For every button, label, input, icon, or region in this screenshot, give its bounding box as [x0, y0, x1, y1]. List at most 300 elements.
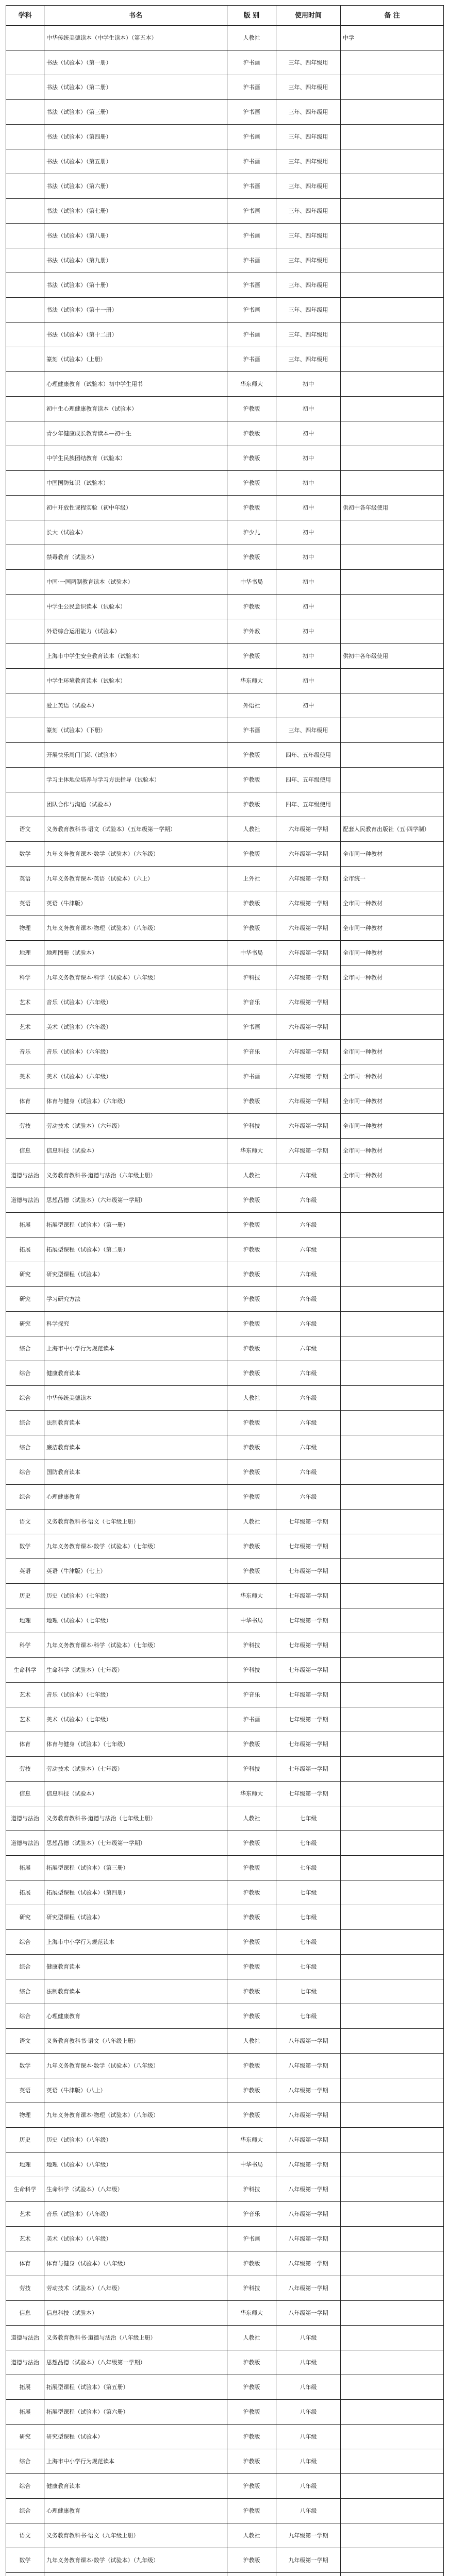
table-row	[6, 421, 444, 446]
cell-grade: 七年级第一学期	[276, 1584, 341, 1608]
cell-grade: 七年级	[276, 1979, 341, 2004]
cell-grade: 六年级第一学期	[276, 842, 341, 867]
cell-grade: 八年级第一学期	[276, 2202, 341, 2227]
cell-subject: 研究	[6, 1312, 44, 1336]
cell-grade: 九年级第一学期	[276, 2548, 341, 2573]
cell-note	[341, 768, 444, 792]
cell-title: 信息科技（试验本）	[44, 2301, 227, 2326]
table-row	[6, 446, 444, 471]
cell-title: 信息科技（试验本）	[44, 1782, 227, 1806]
table-row	[6, 1139, 444, 1163]
cell-title: 学习主体地位培养与学习方法指导（试验本）	[44, 768, 227, 792]
cell-title: 上海市中小学行为规范读本	[44, 2449, 227, 2474]
cell-title: 体育与健身（试验本）（七年级）	[44, 1732, 227, 1757]
cell-subject: 综合	[6, 2499, 44, 2523]
cell-grade: 初中	[276, 545, 341, 570]
cell-title: 音乐（试验本）（八年级）	[44, 2202, 227, 2227]
cell-publisher: 沪教版	[227, 1485, 276, 1510]
cell-title: 劳动技术（试验本）（七年级）	[44, 1757, 227, 1782]
cell-subject: 道德与法治	[6, 1806, 44, 1831]
cell-publisher: 沪书画	[227, 718, 276, 743]
cell-grade: 七年级第一学期	[276, 1608, 341, 1633]
cell-grade: 六年级第一学期	[276, 867, 341, 891]
cell-publisher: 华东师大	[227, 372, 276, 397]
cell-publisher: 沪教版	[227, 1361, 276, 1386]
cell-publisher: 沪教版	[227, 1262, 276, 1287]
cell-note	[341, 273, 444, 298]
cell-title: 书法（试验本）（第一册）	[44, 50, 227, 75]
cell-title: 研究型课程（试验本）	[44, 1262, 227, 1287]
cell-note	[341, 421, 444, 446]
table-row	[6, 1979, 444, 2004]
cell-publisher: 沪书画	[227, 1064, 276, 1089]
cell-grade: 七年级第一学期	[276, 1559, 341, 1584]
cell-note	[341, 1287, 444, 1312]
table-row	[6, 2301, 444, 2326]
cell-title: 义务教育教科书·道德与法治（八年级上册）	[44, 2326, 227, 2350]
table-row	[6, 174, 444, 199]
cell-grade: 七年级第一学期	[276, 1782, 341, 1806]
table-row	[6, 743, 444, 768]
cell-subject	[6, 50, 44, 75]
table-row	[6, 26, 444, 50]
cell-publisher: 沪外教	[227, 619, 276, 644]
cell-note	[341, 2326, 444, 2350]
cell-grade: 八年级	[276, 2350, 341, 2375]
cell-title: 中国·一国两制教育读本（试验本）	[44, 570, 227, 595]
cell-publisher	[227, 2573, 276, 2576]
cell-title: 书法（试验本）（第三册）	[44, 100, 227, 125]
cell-title: 思想品德（试验本）（七年级第一学期）	[44, 1831, 227, 1856]
table-row	[6, 50, 444, 75]
table-row	[6, 372, 444, 397]
cell-subject	[6, 125, 44, 149]
table-row	[6, 2103, 444, 2128]
cell-title: 音乐（试验本）（七年级）	[44, 1683, 227, 1707]
cell-publisher: 沪书画	[227, 248, 276, 273]
cell-note	[341, 1015, 444, 1040]
cell-subject	[6, 397, 44, 421]
table-row	[6, 347, 444, 372]
cell-title: 美术（试验本）（六年级）	[44, 1064, 227, 1089]
cell-note	[341, 75, 444, 100]
cell-grade: 七年级	[276, 1831, 341, 1856]
cell-note	[341, 1880, 444, 1905]
cell-grade: 七年级	[276, 1856, 341, 1880]
cell-subject: 道德与法治	[6, 2350, 44, 2375]
cell-publisher: 沪教版	[227, 2251, 276, 2276]
table-row	[6, 619, 444, 644]
cell-grade: 七年级	[276, 1955, 341, 1979]
cell-note: 中学	[341, 26, 444, 50]
cell-subject: 物理	[6, 2103, 44, 2128]
cell-title: 英语（牛津版）（七上）	[44, 1559, 227, 1584]
header-grade: 使用时间	[276, 6, 341, 26]
cell-subject	[6, 26, 44, 50]
cell-title: 篆刻（试验本）（下册）	[44, 718, 227, 743]
cell-note	[341, 1806, 444, 1831]
cell-subject	[6, 669, 44, 693]
cell-subject	[6, 298, 44, 323]
cell-title: 义务教育教科书·语文（八年级上册）	[44, 2029, 227, 2054]
cell-grade: 六年级	[276, 1411, 341, 1435]
cell-title: 开展快乐周门门练（试验本）	[44, 743, 227, 768]
table-row	[6, 75, 444, 100]
cell-note	[341, 1608, 444, 1633]
cell-grade: 八年级第一学期	[276, 2054, 341, 2078]
cell-note: 全市同一种教材	[341, 1040, 444, 1064]
cell-subject: 劳技	[6, 2276, 44, 2301]
cell-subject: 信息	[6, 2301, 44, 2326]
cell-note	[341, 1559, 444, 1584]
cell-publisher: 沪教版	[227, 1188, 276, 1213]
cell-note	[341, 50, 444, 75]
cell-title: 书法（试验本）（第九册）	[44, 248, 227, 273]
table-row	[6, 2177, 444, 2202]
cell-grade: 六年级第一学期	[276, 965, 341, 990]
table-row	[6, 1732, 444, 1757]
cell-grade: 初中	[276, 669, 341, 693]
cell-publisher: 沪科技	[227, 2276, 276, 2301]
table-row	[6, 1559, 444, 1584]
table-row	[6, 323, 444, 347]
cell-note	[341, 2153, 444, 2177]
cell-grade: 八年级第一学期	[276, 2153, 341, 2177]
cell-title: 爱上英语（试验本）	[44, 693, 227, 718]
cell-title: 拓展型课程（试验本）（第五册）	[44, 2375, 227, 2400]
cell-grade: 三年、四年级用	[276, 125, 341, 149]
cell-note	[341, 1510, 444, 1534]
cell-grade: 八年级第一学期	[276, 2276, 341, 2301]
cell-note	[341, 2449, 444, 2474]
cell-subject: 音乐	[6, 1040, 44, 1064]
cell-publisher: 中华书局	[227, 1608, 276, 1633]
cell-grade: 六年级第一学期	[276, 891, 341, 916]
cell-publisher: 人教社	[227, 2523, 276, 2548]
cell-subject: 数学	[6, 1534, 44, 1559]
cell-publisher: 沪教版	[227, 2474, 276, 2499]
cell-publisher: 沪书画	[227, 75, 276, 100]
cell-note	[341, 2573, 444, 2576]
cell-note	[341, 298, 444, 323]
table-row	[6, 1782, 444, 1806]
cell-subject	[6, 224, 44, 248]
cell-subject: 拓展	[6, 1238, 44, 1262]
cell-subject	[6, 792, 44, 817]
table-row	[6, 2227, 444, 2251]
table-row	[6, 2004, 444, 2029]
cell-title: 中华传统美德读本（中学生读本）（第五本）	[44, 26, 227, 50]
cell-grade: 六年级	[276, 1485, 341, 1510]
table-row	[6, 1905, 444, 1930]
table-row	[6, 1831, 444, 1856]
table-row	[6, 496, 444, 520]
cell-subject: 体育	[6, 1089, 44, 1114]
cell-subject: 研究	[6, 1905, 44, 1930]
cell-publisher: 沪书画	[227, 347, 276, 372]
cell-publisher: 沪教版	[227, 1930, 276, 1955]
cell-note	[341, 1707, 444, 1732]
cell-title: 法制教育读本	[44, 1979, 227, 2004]
cell-grade: 六年级第一学期	[276, 916, 341, 941]
cell-subject: 综合	[6, 1361, 44, 1386]
cell-subject: 体育	[6, 1732, 44, 1757]
table-row	[6, 199, 444, 224]
cell-publisher: 沪科技	[227, 2177, 276, 2202]
table-row	[6, 867, 444, 891]
cell-publisher: 沪教版	[227, 2375, 276, 2400]
cell-note: 全市同一种教材	[341, 1114, 444, 1139]
table-row	[6, 1238, 444, 1262]
cell-publisher: 沪教版	[227, 1411, 276, 1435]
cell-grade: 六年级	[276, 1262, 341, 1287]
cell-note	[341, 323, 444, 347]
table-row	[6, 2202, 444, 2227]
table-row	[6, 1114, 444, 1139]
table-row	[6, 1064, 444, 1089]
cell-publisher: 沪教版	[227, 1559, 276, 1584]
cell-subject: 拓展	[6, 1856, 44, 1880]
cell-publisher: 沪教版	[227, 1831, 276, 1856]
cell-subject: 研究	[6, 1287, 44, 1312]
cell-title: 健康教育读本	[44, 1955, 227, 1979]
table-row	[6, 2425, 444, 2449]
cell-subject: 信息	[6, 1782, 44, 1806]
cell-note	[341, 1213, 444, 1238]
cell-publisher: 沪教版	[227, 2548, 276, 2573]
cell-grade: 八年级	[276, 2474, 341, 2499]
cell-publisher: 人教社	[227, 817, 276, 842]
cell-publisher: 沪书画	[227, 125, 276, 149]
cell-subject: 地理	[6, 1608, 44, 1633]
cell-grade: 七年级	[276, 1930, 341, 1955]
cell-title: 九年义务教育课本·物理（试验本）（八年级）	[44, 2103, 227, 2128]
cell-subject: 历史	[6, 2128, 44, 2153]
cell-publisher: 沪教版	[227, 2449, 276, 2474]
cell-subject: 道德与法治	[6, 1831, 44, 1856]
cell-grade: 六年级	[276, 1287, 341, 1312]
cell-title: 音乐（试验本）（六年级）	[44, 1040, 227, 1064]
cell-publisher: 沪书画	[227, 2227, 276, 2251]
cell-grade: 三年、四年级用	[276, 323, 341, 347]
cell-publisher: 沪教版	[227, 471, 276, 496]
cell-note	[341, 2350, 444, 2375]
cell-publisher: 沪书画	[227, 224, 276, 248]
cell-subject	[6, 693, 44, 718]
cell-publisher: 沪教版	[227, 2400, 276, 2425]
cell-grade: 六年级	[276, 1163, 341, 1188]
cell-grade: 七年级第一学期	[276, 1658, 341, 1683]
cell-title: 美术（试验本）（六年级）	[44, 1015, 227, 1040]
cell-grade: 八年级第一学期	[276, 2103, 341, 2128]
table-row	[6, 1856, 444, 1880]
cell-publisher: 沪科技	[227, 1114, 276, 1139]
cell-note	[341, 1782, 444, 1806]
cell-note	[341, 1584, 444, 1608]
table-row	[6, 1584, 444, 1608]
table-row	[6, 570, 444, 595]
cell-title: 长大（试验本）	[44, 520, 227, 545]
cell-publisher: 沪科技	[227, 1757, 276, 1782]
cell-subject: 综合	[6, 2449, 44, 2474]
cell-subject: 英语	[6, 1559, 44, 1584]
table-row	[6, 224, 444, 248]
cell-publisher: 沪教版	[227, 1238, 276, 1262]
cell-publisher: 中华书局	[227, 570, 276, 595]
cell-subject	[6, 372, 44, 397]
cell-note: 全市同一种教材	[341, 965, 444, 990]
cell-subject: 综合	[6, 1435, 44, 1460]
cell-subject: 艺术	[6, 1015, 44, 1040]
cell-grade: 三年、四年级用	[276, 298, 341, 323]
table-row	[6, 1707, 444, 1732]
cell-grade: 七年级	[276, 1905, 341, 1930]
cell-subject	[6, 520, 44, 545]
cell-subject: 劳技	[6, 1757, 44, 1782]
cell-title: 思想品德（试验本）（八年级第一学期）	[44, 2350, 227, 2375]
cell-grade: 七年级第一学期	[276, 1732, 341, 1757]
cell-note	[341, 2548, 444, 2573]
cell-title: 九年义务教育课本·数学（试验本）（六年级）	[44, 842, 227, 867]
cell-grade	[276, 26, 341, 50]
table-row	[6, 2523, 444, 2548]
cell-note	[341, 2425, 444, 2449]
cell-subject: 道德与法治	[6, 1188, 44, 1213]
cell-publisher: 沪教版	[227, 1732, 276, 1757]
cell-grade: 七年级	[276, 1806, 341, 1831]
cell-note: 配套人民教育出版社（五·四学制）	[341, 817, 444, 842]
cell-note: 全市同一种教材	[341, 891, 444, 916]
cell-title: 上海市中小学行为规范读本	[44, 1336, 227, 1361]
cell-subject: 语文	[6, 817, 44, 842]
cell-title: 九年义务教育课本·数学（试验本）（七年级）	[44, 1534, 227, 1559]
cell-publisher: 华东师大	[227, 1584, 276, 1608]
cell-publisher: 沪教版	[227, 743, 276, 768]
cell-title: 劳动技术（试验本）（六年级）	[44, 1114, 227, 1139]
cell-grade: 六年级第一学期	[276, 1139, 341, 1163]
cell-subject: 艺术	[6, 2202, 44, 2227]
cell-grade: 初中	[276, 570, 341, 595]
table-row	[6, 248, 444, 273]
cell-publisher: 沪教版	[227, 1856, 276, 1880]
cell-note	[341, 1979, 444, 2004]
cell-subject	[6, 100, 44, 125]
cell-publisher: 沪教版	[227, 1287, 276, 1312]
table-row	[6, 990, 444, 1015]
cell-grade: 六年级	[276, 1386, 341, 1411]
cell-subject	[6, 718, 44, 743]
table-row	[6, 1806, 444, 1831]
cell-subject: 美术	[6, 1064, 44, 1089]
cell-subject	[6, 323, 44, 347]
table-body	[6, 26, 444, 2576]
cell-subject: 拓展	[6, 1213, 44, 1238]
cell-subject: 数学	[6, 2548, 44, 2573]
cell-publisher: 沪教版	[227, 446, 276, 471]
cell-note	[341, 1831, 444, 1856]
cell-publisher: 沪教版	[227, 496, 276, 520]
cell-title: 义务教育教科书·语文（七年级上册）	[44, 1510, 227, 1534]
cell-publisher: 华东师大	[227, 2301, 276, 2326]
cell-publisher: 华东师大	[227, 669, 276, 693]
cell-grade: 初中	[276, 619, 341, 644]
table-row	[6, 2029, 444, 2054]
cell-grade: 八年级第一学期	[276, 2227, 341, 2251]
cell-title: 英语（牛津版）	[44, 891, 227, 916]
cell-grade: 四年、五年级使用	[276, 743, 341, 768]
cell-note	[341, 2276, 444, 2301]
cell-publisher: 沪书画	[227, 100, 276, 125]
table-row	[6, 1040, 444, 1064]
cell-title: 拓展型课程（试验本）（第六册）	[44, 2400, 227, 2425]
cell-grade: 六年级第一学期	[276, 1015, 341, 1040]
cell-grade: 七年级第一学期	[276, 1707, 341, 1732]
cell-note	[341, 1411, 444, 1435]
table-row	[6, 1930, 444, 1955]
cell-publisher: 人教社	[227, 2029, 276, 2054]
table-row	[6, 1386, 444, 1411]
cell-grade: 六年级	[276, 1238, 341, 1262]
cell-grade: 三年、四年级用	[276, 248, 341, 273]
cell-grade: 初中	[276, 421, 341, 446]
cell-note	[341, 743, 444, 768]
cell-publisher: 沪书画	[227, 273, 276, 298]
cell-publisher: 沪教版	[227, 2425, 276, 2449]
cell-grade: 六年级	[276, 1435, 341, 1460]
cell-note	[341, 248, 444, 273]
cell-publisher: 沪音乐	[227, 1683, 276, 1707]
cell-note	[341, 1534, 444, 1559]
cell-subject: 综合	[6, 2474, 44, 2499]
table-row	[6, 817, 444, 842]
cell-publisher: 沪书画	[227, 199, 276, 224]
cell-note	[341, 990, 444, 1015]
table-row	[6, 298, 444, 323]
cell-publisher: 沪教版	[227, 2499, 276, 2523]
cell-subject	[6, 149, 44, 174]
cell-note	[341, 372, 444, 397]
cell-grade	[276, 2573, 341, 2576]
textbook-table	[6, 5, 444, 2576]
cell-publisher: 沪教版	[227, 1312, 276, 1336]
cell-subject	[6, 768, 44, 792]
cell-subject: 物理	[6, 916, 44, 941]
table-row	[6, 1955, 444, 1979]
cell-subject: 综合	[6, 1411, 44, 1435]
cell-subject: 道德与法治	[6, 1163, 44, 1188]
cell-title: 美术（试验本）（七年级）	[44, 1707, 227, 1732]
cell-subject	[6, 199, 44, 224]
cell-grade: 八年级第一学期	[276, 2128, 341, 2153]
cell-grade: 三年、四年级用	[276, 347, 341, 372]
cell-grade: 初中	[276, 372, 341, 397]
cell-title: 健康教育读本	[44, 1361, 227, 1386]
cell-note	[341, 2375, 444, 2400]
cell-subject	[6, 174, 44, 199]
cell-note	[341, 2523, 444, 2548]
cell-subject: 科学	[6, 965, 44, 990]
cell-note	[341, 545, 444, 570]
cell-note: 供初中各年级使用	[341, 496, 444, 520]
cell-publisher: 中华书局	[227, 2153, 276, 2177]
cell-note	[341, 718, 444, 743]
cell-subject: 综合	[6, 1460, 44, 1485]
cell-title: 中学生环境教育读本（试验本）	[44, 669, 227, 693]
cell-publisher: 人教社	[227, 1386, 276, 1411]
cell-title: 廉洁教育读本	[44, 1435, 227, 1460]
cell-title: 地理图册（试验本）	[44, 941, 227, 965]
cell-grade: 六年级	[276, 1460, 341, 1485]
